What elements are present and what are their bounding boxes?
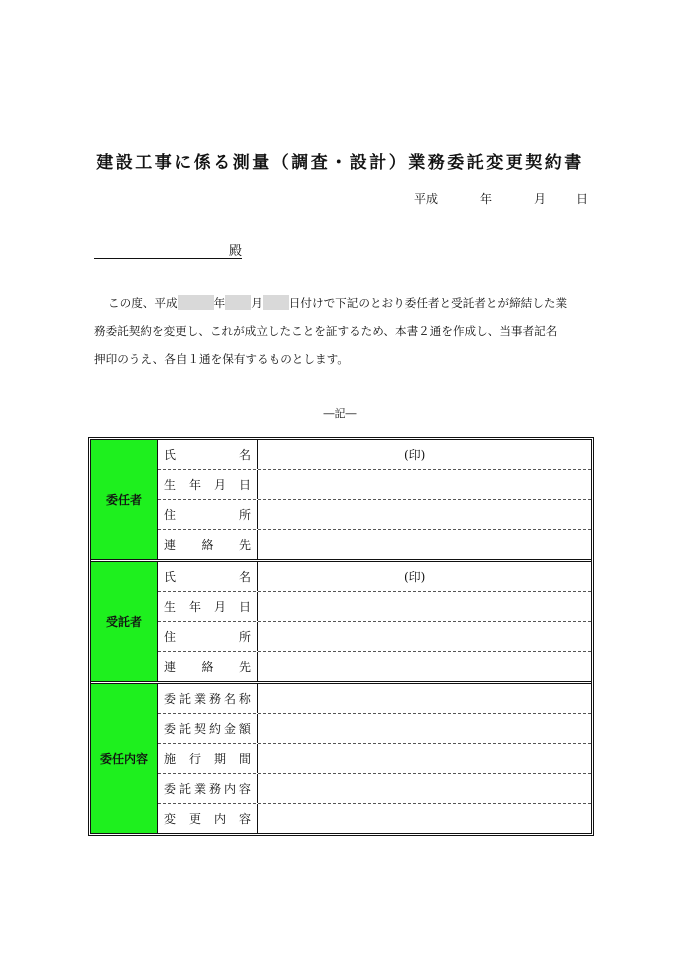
field-label [158,774,258,803]
field-char: 住 [164,630,177,644]
body-paragraph [94,289,592,373]
table-row [158,714,591,744]
field-char: 称 [238,692,251,706]
field-value[interactable] [258,530,591,559]
table-group [91,440,591,562]
field-char: 生 [164,478,177,492]
table-row [158,470,591,500]
date-era: 平成 [414,192,439,206]
field-char: 月 [213,600,226,614]
field-label [158,592,258,621]
field-char: 業 [193,692,206,706]
field-label [158,562,258,591]
field-char: 住 [164,508,177,522]
field-value[interactable] [258,562,591,591]
field-char: 託 [178,692,191,706]
date-year: 年 [480,192,493,206]
table-row [158,500,591,530]
field-char: 名 [238,570,251,584]
seal-mark: (印) [404,570,426,584]
field-char: 絡 [201,660,214,674]
field-char: 容 [238,782,251,796]
field-char: 委 [164,782,177,796]
table-group [91,684,591,833]
field-label [158,714,258,743]
field-char: 連 [164,538,177,552]
addressee-line [94,240,242,259]
field-char: 名 [223,692,236,706]
field-value[interactable] [258,500,591,529]
table-row [158,562,591,592]
ki-heading: ―記― [323,407,357,420]
field-char: 務 [208,782,221,796]
field-char: 年 [188,478,201,492]
table-row [158,652,591,681]
field-char: 内 [213,812,226,826]
field-char: 容 [238,812,251,826]
group-label: 委任内容 [91,684,158,833]
field-value[interactable] [258,774,591,803]
field-label [158,622,258,651]
field-char: 金 [223,722,236,736]
table-row [158,744,591,774]
field-label [158,684,258,713]
field-char: 年 [188,600,201,614]
body-line-3: 押印のうえ、各自１通を保有するものとします。 [94,352,349,366]
table-row [158,684,591,714]
field-char: 間 [238,752,251,766]
field-value[interactable] [258,744,591,773]
table-row [158,592,591,622]
seal-mark: (印) [404,448,426,462]
field-char: 生 [164,600,177,614]
field-value[interactable] [258,684,591,713]
field-char: 額 [238,722,251,736]
field-char: 施 [164,752,177,766]
field-char: 託 [178,782,191,796]
field-char: 約 [208,722,221,736]
field-char: 日 [238,478,251,492]
blank-month [225,295,251,310]
blank-year [178,295,214,310]
table-row [158,774,591,804]
field-char: 日 [238,600,251,614]
field-char: 連 [164,660,177,674]
field-label [158,500,258,529]
table-group [91,562,591,684]
field-label [158,804,258,833]
field-label [158,530,258,559]
table-row [158,530,591,559]
group-label: 受託者 [91,562,158,681]
field-value[interactable] [258,440,591,469]
field-label [158,470,258,499]
date-line [412,190,592,208]
field-value[interactable] [258,470,591,499]
field-char: 内 [223,782,236,796]
field-char: 行 [188,752,201,766]
field-char: 委 [164,692,177,706]
body-line-1: この度、平成 年 月 日付けで下記のとおり委任者と受託者とが締結した業 [108,296,568,310]
field-char: 務 [208,692,221,706]
field-value[interactable] [258,592,591,621]
blank-day [263,295,289,310]
field-char: 業 [193,782,206,796]
contract-table [88,437,594,836]
table-row [158,804,591,833]
field-value[interactable] [258,804,591,833]
field-label [158,652,258,681]
field-label [158,440,258,469]
date-month: 月 [534,192,547,206]
field-value[interactable] [258,622,591,651]
field-char: 期 [213,752,226,766]
field-char: 名 [238,448,251,462]
group-label: 委任者 [91,440,158,559]
field-char: 契 [193,722,206,736]
field-char: 先 [238,660,251,674]
field-char: 氏 [164,448,177,462]
field-char: 更 [188,812,201,826]
table-row [158,622,591,652]
field-label [158,744,258,773]
field-char: 所 [238,630,251,644]
body-line-2: 務委託契約を変更し、これが成立したことを証するため、本書２通を作成し、当事者記名 [94,324,558,338]
field-char: 委 [164,722,177,736]
document-title: 建設工事に係る測量（調査・設計）業務委託変更契約書 [96,153,584,173]
field-value[interactable] [258,714,591,743]
field-char: 所 [238,508,251,522]
field-char: 託 [178,722,191,736]
date-day: 日 [576,192,589,206]
field-char: 絡 [201,538,214,552]
field-char: 氏 [164,570,177,584]
field-char: 月 [213,478,226,492]
field-value[interactable] [258,652,591,681]
addressee-suffix: 殿 [228,244,242,259]
field-char: 変 [164,812,177,826]
field-char: 先 [238,538,251,552]
table-row [158,440,591,470]
